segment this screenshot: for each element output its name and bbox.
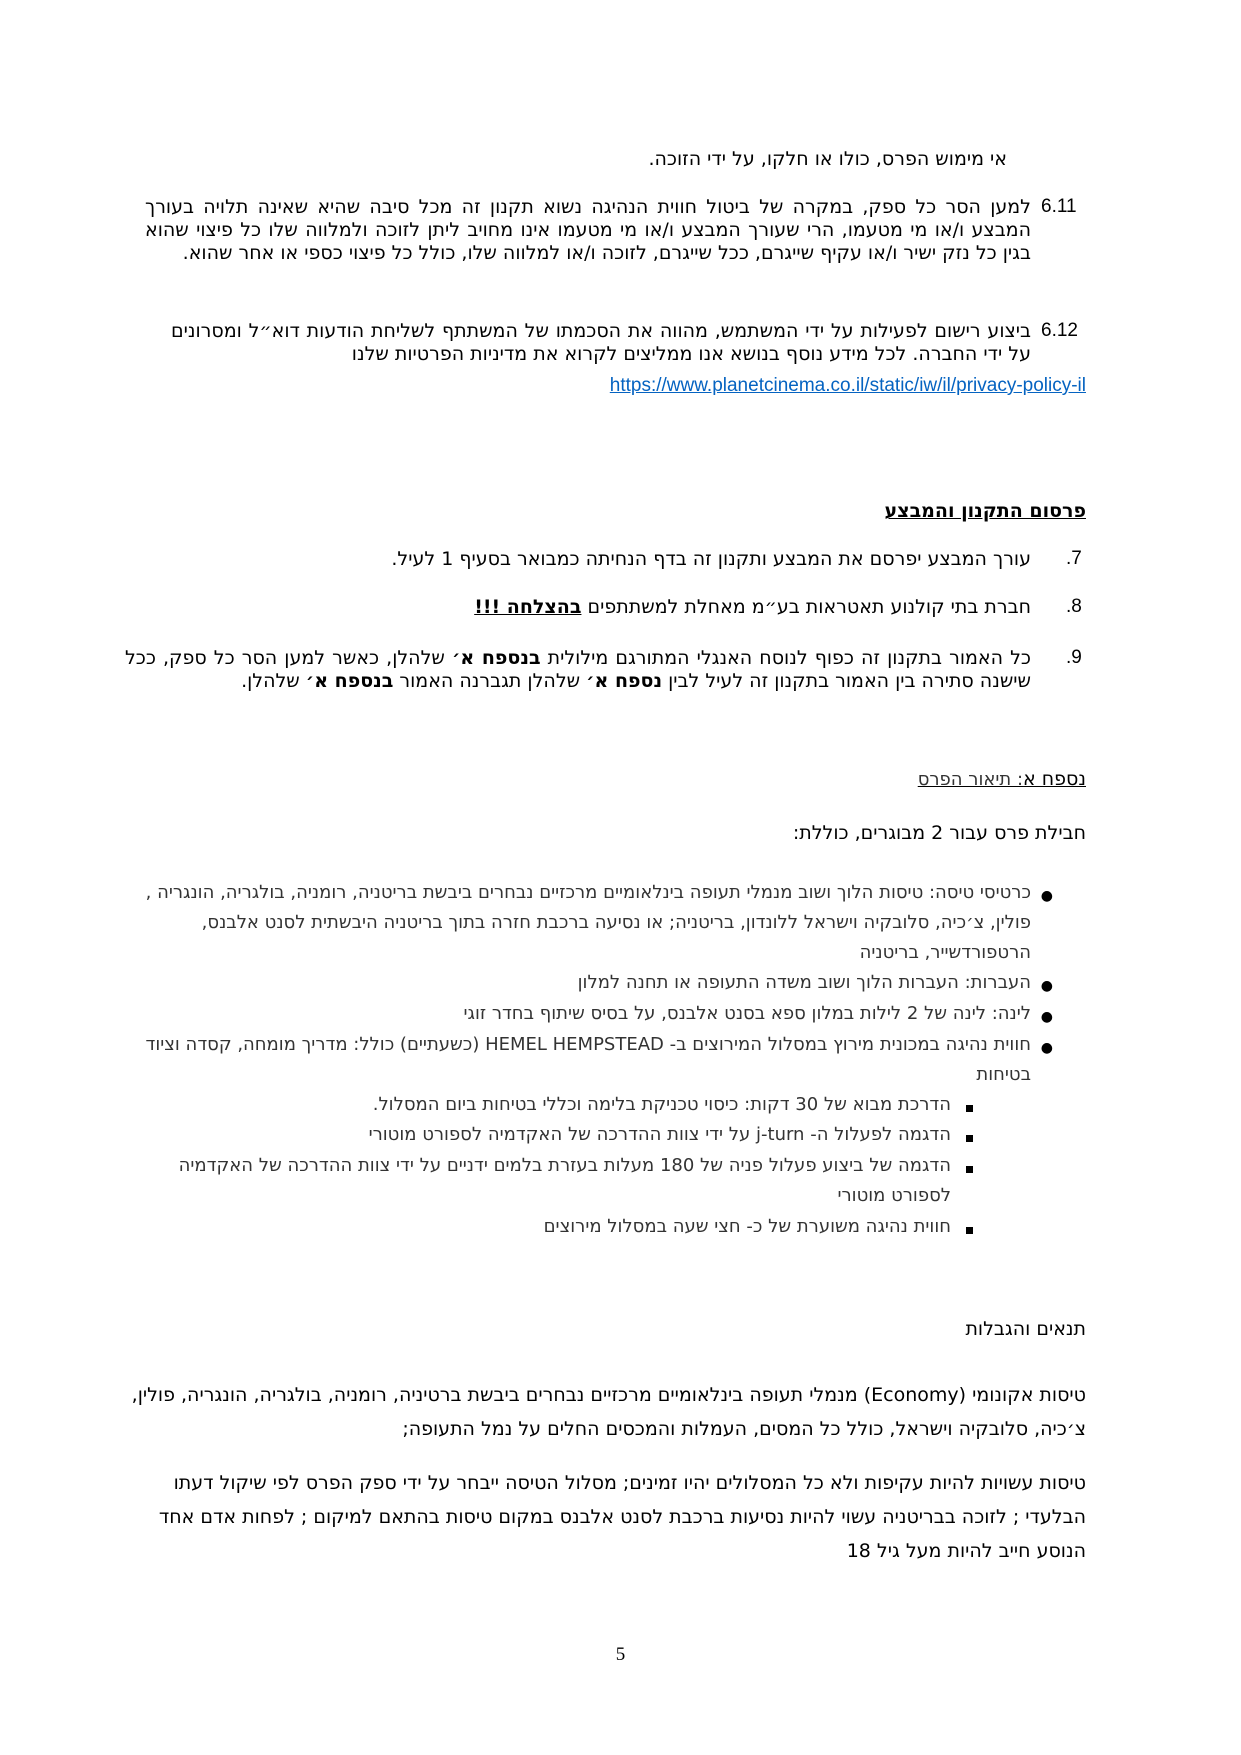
appendix-title-suffix: : תיאור הפרס — [917, 769, 1024, 790]
clause-6-12-text: ביצוע רישום לפעילות על ידי המשתמש, מהווה את הסכמתו של המשתתף לשליחת הודעות דוא״ל ומסרונים על ידי החברה. לכל מידע נוסף בנושא אנו ממליצים לקרוא את מדיניות הפרטיות שלנו — [171, 320, 1031, 365]
bullet-dot: ● — [1040, 978, 1053, 994]
terms-paragraph-2: טיסות עשויות להיות עקיפות ולא כל המסלולים יהיו זמינים; מסלול הטיסה ייבחר על ידי ספק הפרס לפי שיקול דעתו הבלעדי ; לזוכה בבריטניה עשוי להיות נסיעות ברכבת לסנט אלבנס במקום טיסות בהתאם למיקום ; לפחות אדם אחד הנוסע חייב להיות מעל גיל 18 — [158, 1472, 1086, 1562]
bullet-dot: ● — [1040, 1009, 1053, 1025]
clause-9-bold1: בנספח א׳ — [451, 647, 541, 669]
clause-9-bold3: בנספח א׳ — [305, 670, 394, 692]
bullet-dot: ● — [1040, 888, 1053, 904]
prize-item-driving-experience: חווית נהיגה במכונית מירוץ במסלול המירוצים ב- HEMEL HEMPSTEAD (כשעתיים) כולל: מדריך מומחה, קסדה וציוד בטיחות — [145, 1034, 1031, 1085]
clause-9-bold2: נספח א׳ — [586, 670, 663, 692]
clause-8-good-luck: בהצלחה !!! — [474, 596, 582, 618]
privacy-policy-link[interactable]: https://www.planetcinema.co.il/static/iw/il/privacy-policy-il — [609, 375, 1086, 396]
clause-6-11-text: למען הסר כל ספק, במקרה של ביטול חווית הנהיגה נשוא תקנון זה מכל סיבה שהיא שאינה תלויה בעורך המבצע ו/או מי מטעמו, הרי שעורך המבצע ו/או מי מטעמו אינו מחויב ליתן לזוכה ולמלווה שלו כל פיצוי שהוא בגין כל נזק ישיר ו/או עקיף שייגרם, ככל שייגרם, לזוכה ו/או למלווה שלו, כולל כל פיצוי כספי או אחר שהוא. — [145, 196, 1031, 264]
clause-9-part1: כל האמור בתקנון זה כפוף לנוסח האנגלי המתורגם מילולית — [540, 647, 1031, 669]
sub-item-jturn-demo: הדגמה לפעלול ה- j-turn על ידי צוות ההדרכה של האקדמיה לספורט מוטורי — [368, 1124, 951, 1145]
square-bullet — [963, 1100, 975, 1116]
appendix-title — [918, 768, 1086, 790]
clause-6-10-tail: אי מימוש הפרס, כולו או חלקו, על ידי הזוכה. — [648, 148, 1007, 170]
clause-8-text-main: חברת בתי קולנוע תאטראות בע״מ מאחלת למשתתפים — [581, 596, 1031, 618]
terms-paragraph-1: טיסות אקונומי (Economy) מנמלי תעופה בינלאומיים מרכזיים נבחרים ביבשת ברטיניה, רומניה, בולגריה, הונגריה, פולין, צ׳כיה, סלובקיה וישראל, כולל כל המסים, העמלות והמכסים החלים על נמל התעופה; — [131, 1384, 1086, 1440]
clause-7-text: עורך המבצע יפרסם את המבצע ותקנון זה בדף הנחיתה כמבואר בסעיף 1 לעיל. — [391, 548, 1031, 570]
sub-item-180-demo: הדגמה של ביצוע פעלול פניה של 180 מעלות בעזרת בלמים ידניים על ידי צוות ההדרכה של האקדמיה לספורט מוטורי — [178, 1155, 951, 1206]
square-bullet — [963, 1161, 975, 1177]
clause-8-text — [131, 596, 1031, 619]
square-bullet — [963, 1222, 975, 1238]
section-heading: פרסום התקנון והמבצע — [884, 500, 1086, 522]
prize-item-flights: כרטיסי טיסה: טיסות הלוך ושוב מנמלי תעופה בינלאומיים מרכזיים נבחרים ביבשת בריטניה, רומניה, בולגריה, הונגריה , פולין, צ׳כיה, סלובקיה וישראל ללונדון, בריטניה; או נסיעה ברכבת חזרה בתוך בריטניה היבשתית לסנט אלבנס, הרטפורדשייר, בריטניה — [145, 882, 1031, 963]
bullet-dot: ● — [1040, 1040, 1053, 1056]
clause-7-number: .7 — [1066, 548, 1082, 569]
package-intro: חבילת פרס עבור 2 מבוגרים, כוללת: — [792, 822, 1086, 844]
square-bullet — [963, 1130, 975, 1146]
terms-heading: תנאים והגבלות — [965, 1318, 1086, 1340]
appendix-title-prefix: נספח א — [1023, 768, 1086, 790]
page-number: 5 — [615, 1644, 626, 1665]
clause-6-12-number: 6.12 — [1041, 320, 1078, 341]
clause-9-part4: שלהלן. — [241, 670, 306, 692]
clause-9-number: .9 — [1066, 647, 1082, 668]
clause-9-text — [125, 647, 1031, 693]
prize-item-accommodation: לינה: לינה של 2 לילות במלון ספא בסנט אלבנס, על בסיס שיתוף בחדר זוגי — [463, 1003, 1031, 1024]
clause-6-11-number: 6.11 — [1041, 196, 1077, 217]
clause-8-number: .8 — [1066, 596, 1082, 617]
prize-item-transfers: העברות: העברות הלוך ושוב משדה התעופה או תחנה למלון — [577, 972, 1031, 993]
clause-9-part2: שלהלן, כאשר למען הסר כל ספק, ככל שישנה סתירה בין האמור בתקנון זה לעיל לבין — [125, 647, 1031, 692]
sub-item-track-session: חווית נהיגה משוערת של כ- חצי שעה במסלול מירוצים — [543, 1216, 951, 1237]
clause-9-part3: שלהלן תגברנה האמור — [393, 670, 587, 692]
sub-item-intro-briefing: הדרכת מבוא של 30 דקות: כיסוי טכניקת בלימה וכללי בטיחות ביום המסלול. — [372, 1094, 951, 1115]
